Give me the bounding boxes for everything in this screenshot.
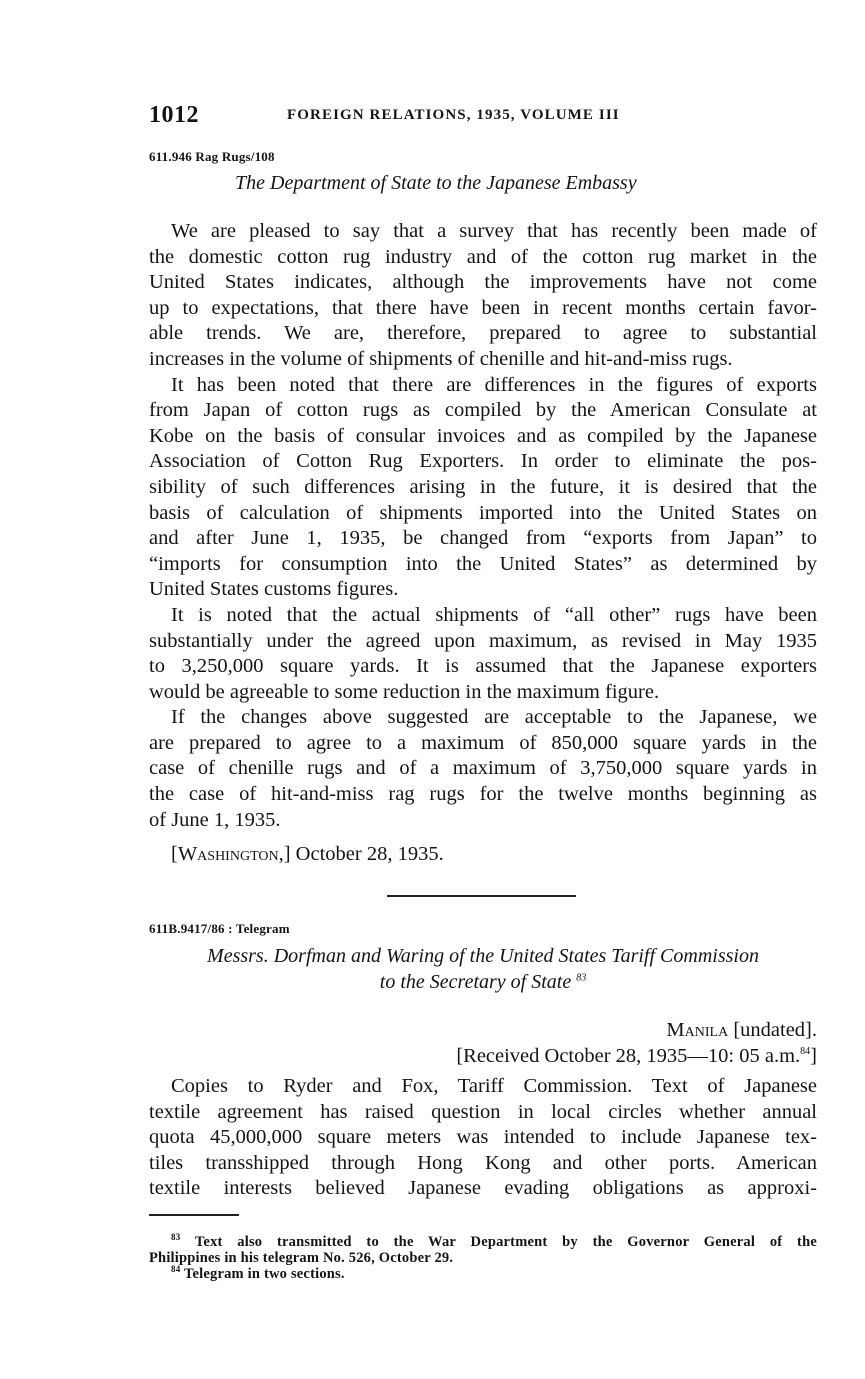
doc1-dateline: [Washington,] October 28, 1935.: [171, 843, 444, 865]
text-line: Copies to Ryder and Fox, Tariff Commission. Text of Japanese: [171, 1075, 817, 1097]
section-divider: [387, 895, 576, 897]
text-line: would be agreeable to some reduction in the maximum figure.: [149, 680, 660, 703]
doc2-heading-text: to the Secretary of State: [379, 971, 572, 993]
doc2-body: [149, 1074, 817, 1202]
running-title: FOREIGN RELATIONS, 1935, VOLUME III: [287, 107, 620, 123]
doc1-date: October 28, 1935.: [295, 843, 444, 865]
footnote-83-cont: Philippines in his telegram No. 526, October 29.: [149, 1250, 454, 1266]
text-line: “imports for consumption into the United States” as determined by: [149, 552, 817, 575]
text-line: and after June 1, 1935, be changed from “exports from Japan” to: [149, 527, 817, 550]
text-line: If the changes above suggested are acceptable to the Japanese, we: [171, 706, 817, 729]
text-line: increases in the volume of shipments of chenille and hit-and-miss rugs.: [149, 347, 733, 370]
doc1-body: [149, 219, 817, 833]
footnote-divider: [149, 1214, 239, 1216]
text-line: of June 1, 1935.: [149, 808, 281, 831]
doc2-heading-line1: Messrs. Dorfman and Waring of the United States Tariff Commission: [207, 945, 759, 967]
text-line: are prepared to agree to a maximum of 850,000 square yards in the: [149, 731, 817, 754]
footnote-text: Text also transmitted to the War Department by the Governor General of the: [194, 1234, 817, 1250]
footnote-mark: 84: [171, 1264, 181, 1275]
text-line: substantially under the agreed upon maximum, as revised in May 1935: [149, 629, 817, 652]
text-line: United States customs figures.: [149, 578, 399, 601]
text-line: basis of calculation of shipments imported into the United States on: [149, 501, 817, 524]
text-line: textile interests believed Japanese evading obligations as approxi-: [149, 1177, 817, 1200]
text-line: from Japan of cotton rugs as compiled by the American Consulate at: [149, 399, 817, 422]
text-line: quota 45,000,000 square meters was intended to include Japanese tex-: [149, 1126, 817, 1149]
text-line: to 3,250,000 square yards. It is assumed that the Japanese exporters: [149, 655, 817, 678]
running-head: [149, 102, 817, 132]
text-line: the case of hit-and-miss rag rugs for the twelve months beginning as: [149, 783, 817, 806]
footnotes: [149, 1234, 817, 1282]
text-line: Kobe on the basis of consular invoices and as compiled by the Japanese: [149, 424, 817, 447]
text-line: sibility of such differences arising in the future, it is desired that the: [149, 475, 817, 498]
text-line: United States indicates, although the improvements have not come: [149, 271, 817, 294]
text-line: It has been noted that there are differences in the figures of exports: [171, 373, 817, 396]
doc2-received-close: ]: [810, 1045, 817, 1067]
footnote-ref-84: 84: [800, 1046, 811, 1058]
doc2-received: [Received October 28, 1935—10: 05 a.m.: [456, 1045, 801, 1067]
text-line: the domestic cotton rug industry and of the cotton rug market in the: [149, 245, 817, 268]
doc2-received-line: [456, 1045, 817, 1068]
doc1-file-ref: 611.946 Rag Rugs/108: [149, 149, 275, 164]
text-line: case of chenille rugs and of a maximum of 3,750,000 square yards in: [149, 757, 817, 780]
doc2-heading-line2: [149, 971, 817, 994]
doc2-file-ref: 611B.9417/86 : Telegram: [149, 921, 290, 936]
text-line: up to expectations, that there have been in recent months certain favor-: [149, 296, 817, 319]
text-line: able trends. We are, therefore, prepared to agree to substantial: [149, 322, 817, 345]
footnote-text: Telegram in two sections.: [183, 1266, 345, 1282]
footnote-83: [149, 1234, 817, 1250]
doc1-place: Washington,: [177, 843, 284, 865]
footnote-mark: 83: [171, 1232, 181, 1243]
text-line: It is noted that the actual shipments of “all other” rugs have been: [171, 603, 817, 626]
footnote-ref-83: 83: [576, 972, 587, 984]
text-line: tiles transshipped through Hong Kong and other ports. American: [149, 1151, 817, 1174]
doc2-place-line: [666, 1019, 817, 1042]
text-line: textile agreement has raised question in local circles whether annual: [149, 1100, 817, 1123]
doc2-place-note: [undated].: [733, 1019, 817, 1041]
text-line: Association of Cotton Rug Exporters. In order to eliminate the pos-: [149, 450, 817, 473]
text-line: We are pleased to say that a survey that has recently been made of: [171, 220, 817, 242]
footnote-84: [149, 1266, 817, 1282]
doc1-heading: The Department of State to the Japanese Embassy: [235, 172, 637, 194]
doc2-place: Manila: [666, 1019, 729, 1041]
page-number: 1012: [149, 102, 199, 128]
